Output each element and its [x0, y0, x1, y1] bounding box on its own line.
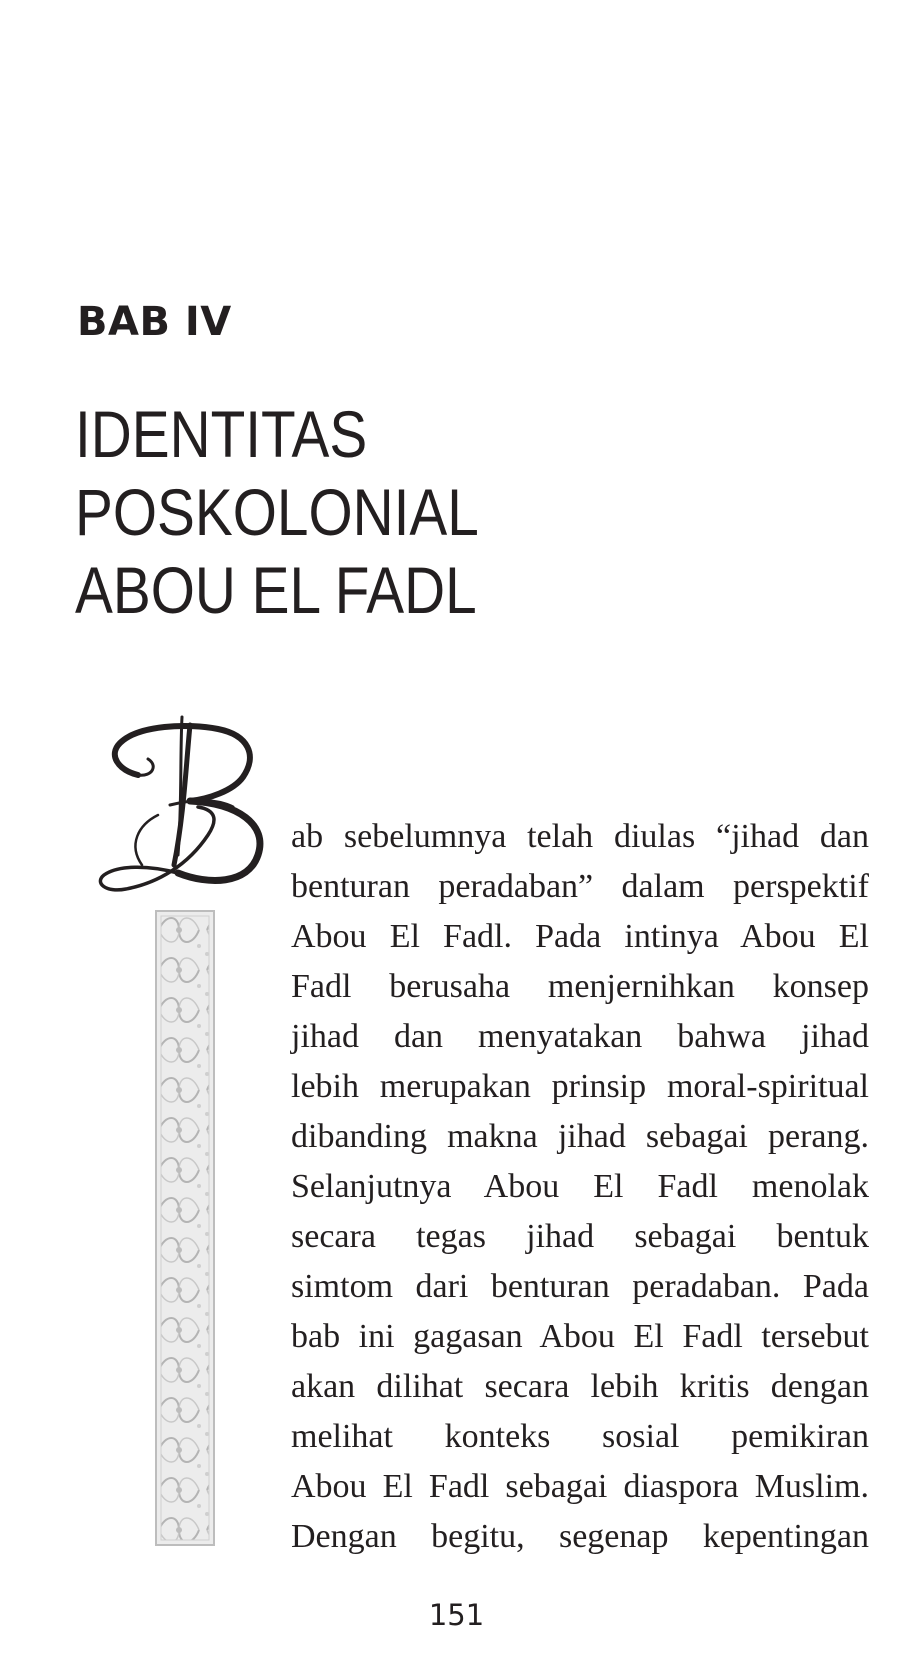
body-line: secara tegas jihad sebagai bentuk — [291, 1218, 869, 1255]
body-line: benturan peradaban” dalam perspektif — [291, 868, 869, 905]
body-line: bab ini gagasan Abou El Fadl tersebut — [291, 1318, 869, 1355]
body-line: ab sebelumnya telah diulas “jihad dan — [291, 818, 869, 855]
body-line: Fadl berusaha menjernihkan konsep — [291, 968, 869, 1005]
page-number: 151 — [428, 1598, 485, 1632]
body-line: jihad dan menyatakan bahwa jihad — [291, 1018, 869, 1055]
body-line: simtom dari benturan peradaban. Pada — [291, 1268, 869, 1305]
chapter-title — [75, 395, 763, 629]
chapter-label: BAB IV — [77, 299, 232, 345]
body-line: Abou El Fadl sebagai diaspora Muslim. — [291, 1468, 869, 1505]
chapter-title-line-2: ABOU EL FADL — [75, 553, 477, 627]
body-line: lebih merupakan prinsip moral-spiritual — [291, 1068, 869, 1105]
body-line: akan dilihat secara lebih kritis dengan — [291, 1368, 869, 1405]
body-text — [291, 812, 869, 1562]
chapter-title-line-1: IDENTITAS POSKOLONIAL — [75, 397, 479, 549]
ornamental-border-strip — [155, 910, 215, 1546]
body-line: Selanjutnya Abou El Fadl menolak — [291, 1168, 869, 1205]
body-line: melihat konteks sosial pemikiran — [291, 1418, 869, 1455]
drop-cap-letter-b — [98, 715, 268, 895]
body-line: Dengan begitu, segenap kepentingan — [291, 1518, 869, 1555]
body-line: dibanding makna jihad sebagai perang. — [291, 1118, 869, 1155]
body-line: Abou El Fadl. Pada intinya Abou El — [291, 918, 869, 955]
